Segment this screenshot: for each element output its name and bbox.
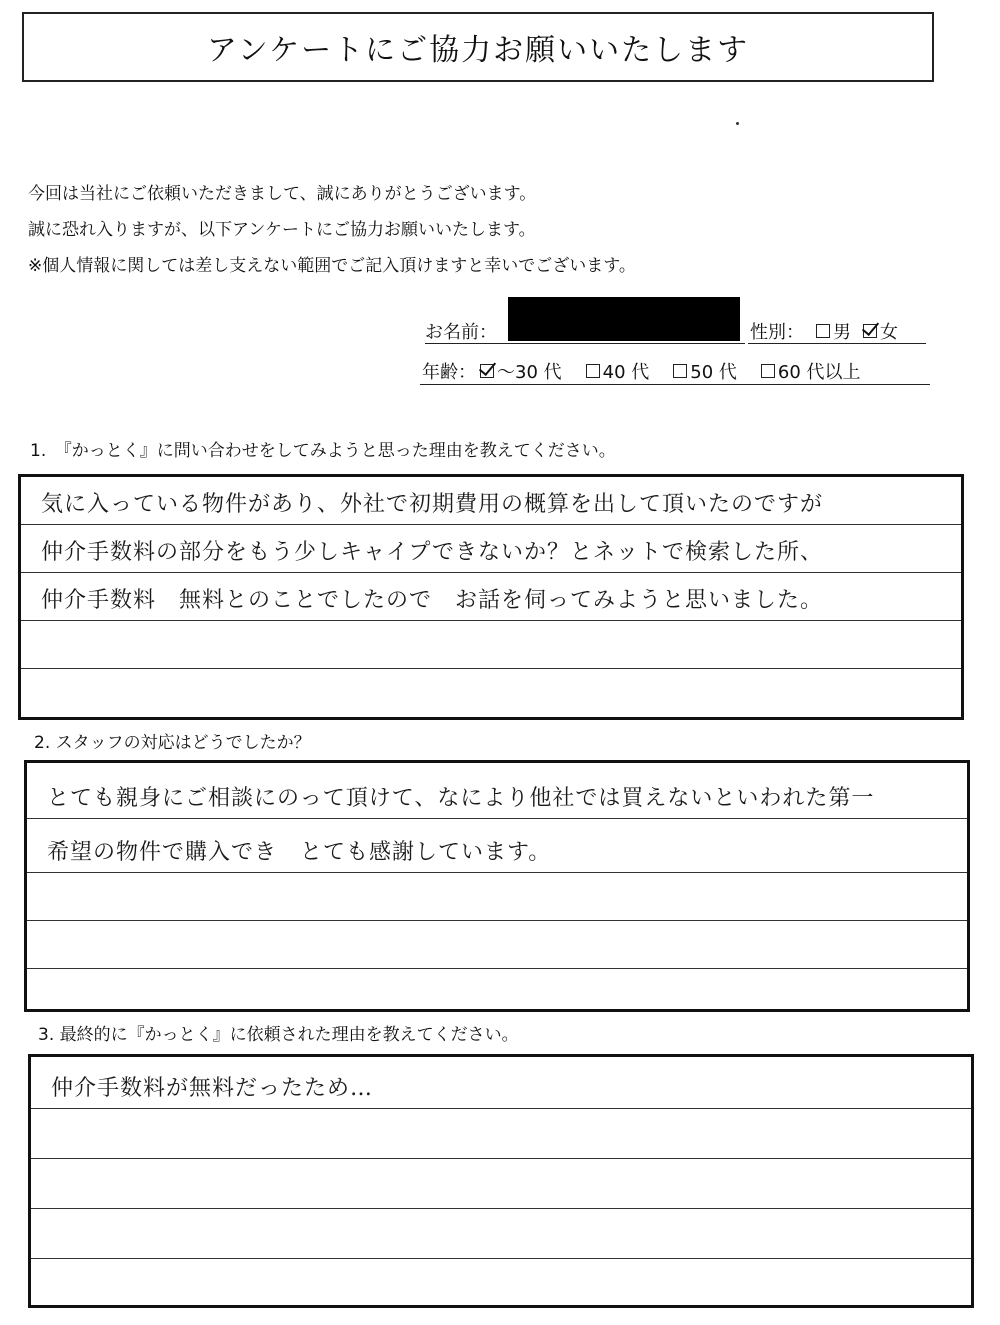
- question-2-label: 2. スタッフの対応はどうでしたか？: [34, 733, 311, 753]
- answer-line: [31, 1259, 971, 1305]
- checkbox-icon[interactable]: [761, 364, 775, 378]
- scan-speck: [736, 122, 739, 125]
- answer-line: [21, 525, 961, 573]
- age-option-label: 40 代: [602, 362, 650, 383]
- question-2-answer-box[interactable]: [24, 760, 970, 1012]
- answer-line: [31, 1109, 971, 1159]
- gender-option-female[interactable]: [863, 318, 898, 344]
- answer-line: [31, 1209, 971, 1259]
- gender-option-label: 男: [833, 322, 851, 343]
- age-option-label: 60 代以上: [777, 362, 861, 383]
- answer-text: 気に入っている物件があり、外社で初期費用の概算を出して頂いたのですが: [41, 492, 824, 517]
- name-redaction: [508, 297, 740, 341]
- gender-option-label: 女: [880, 322, 898, 343]
- answer-line: [31, 1057, 971, 1109]
- intro-text: [28, 176, 636, 284]
- answer-line: [27, 763, 967, 819]
- answer-text: 仲介手数料 無料とのことでしたので お話を伺ってみようと思いました。: [41, 588, 824, 613]
- intro-line: 誠に恐れ入りますが、以下アンケートにご協力お願いいたします。: [28, 220, 536, 240]
- age-option-label: 50 代: [690, 362, 737, 383]
- age-label: 年齢：: [422, 362, 476, 383]
- question-3-answer-box[interactable]: [28, 1054, 974, 1308]
- answer-line: [21, 477, 961, 525]
- answer-text: 希望の物件で購入でき とても感謝しています。: [47, 840, 552, 865]
- gender-label: 性別：: [750, 322, 804, 343]
- checkbox-checked-icon[interactable]: [480, 364, 494, 378]
- checkbox-checked-icon[interactable]: [863, 324, 877, 338]
- intro-line: ※個人情報に関しては差し支えない範囲でご記入頂けますと幸いでございます。: [28, 256, 636, 276]
- answer-text: 仲介手数料が無料だったため…: [51, 1076, 374, 1101]
- answer-text: とても親身にご相談にのって頂けて、なにより他社では買えないといわれた第一: [47, 786, 875, 811]
- name-underline: [425, 343, 745, 344]
- answer-line: [27, 969, 967, 1009]
- age-option-60-plus[interactable]: [761, 358, 861, 384]
- age-underline: [420, 384, 930, 385]
- age-option-under-30[interactable]: [480, 358, 562, 384]
- gender-underline: [748, 343, 926, 344]
- gender-field: [750, 318, 898, 344]
- checkbox-icon[interactable]: [586, 364, 600, 378]
- survey-title: アンケートにご協力お願いいたします: [22, 12, 934, 82]
- age-field: [422, 358, 861, 384]
- answer-line: [27, 819, 967, 873]
- answer-line: [21, 573, 961, 621]
- answer-line: [31, 1159, 971, 1209]
- age-option-label: ～30 代: [497, 362, 562, 383]
- answer-line: [21, 669, 961, 717]
- checkbox-icon[interactable]: [673, 364, 687, 378]
- question-1-label: 1. 『かっとく』に問い合わせをしてみようと思った理由を教えてください。: [30, 441, 616, 461]
- answer-line: [27, 873, 967, 921]
- intro-line: 今回は当社にご依頼いただきまして、誠にありがとうございます。: [28, 184, 537, 204]
- answer-line: [21, 621, 961, 669]
- age-option-40s[interactable]: [586, 358, 650, 384]
- name-label: お名前：: [425, 322, 497, 343]
- question-3-label: 3. 最終的に『かっとく』に依頼された理由を教えてください。: [38, 1025, 519, 1045]
- checkbox-icon[interactable]: [816, 324, 830, 338]
- gender-option-male[interactable]: [816, 318, 851, 344]
- answer-text: 仲介手数料の部分をもう少しキャイプできないか？とネットで検索した所、: [41, 540, 824, 565]
- age-option-50s[interactable]: [673, 358, 737, 384]
- question-1-answer-box[interactable]: [18, 474, 964, 720]
- answer-line: [27, 921, 967, 969]
